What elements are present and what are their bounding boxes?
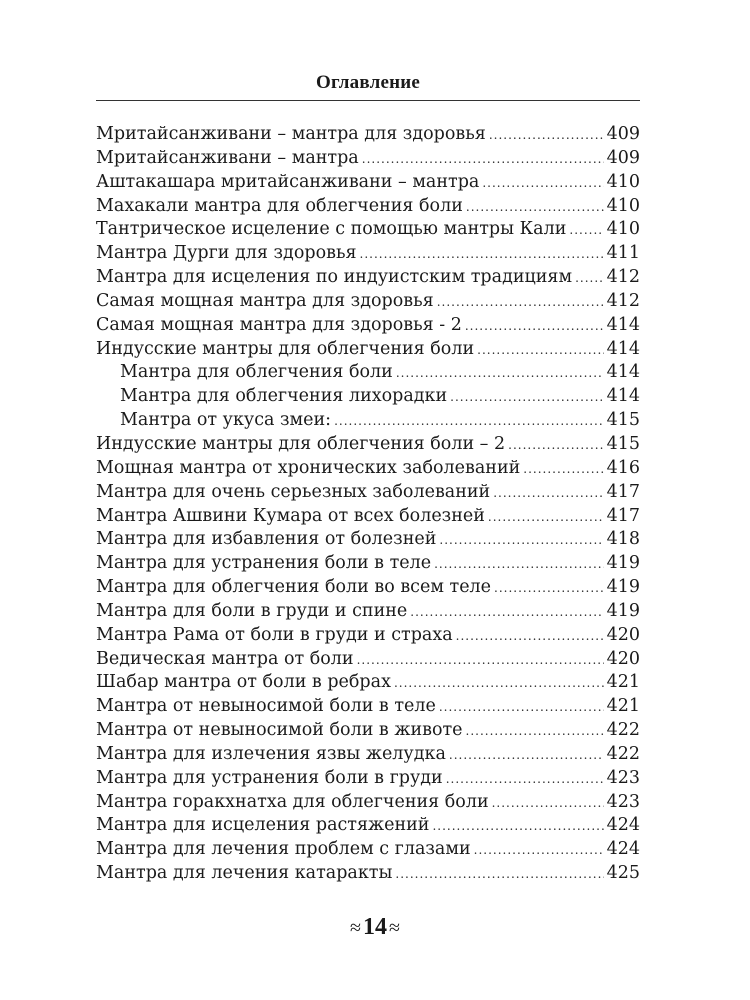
toc-entry xyxy=(96,195,640,219)
toc-entry-page: 415 xyxy=(606,433,640,454)
toc-dot-leader xyxy=(465,315,604,339)
toc-entry xyxy=(96,147,640,171)
toc-entry-page: 420 xyxy=(606,624,640,645)
toc-subentry xyxy=(96,361,640,385)
toc-entry-page: 410 xyxy=(606,171,640,192)
toc-dot-leader xyxy=(439,696,604,720)
toc-entry-title: Мантра от невыносимой боли в теле xyxy=(96,696,436,717)
toc-entry-page: 423 xyxy=(606,767,640,788)
toc-entry xyxy=(96,290,640,314)
toc-entry xyxy=(96,171,640,195)
toc-entry-title: Мантра Рама от боли в груди и страха xyxy=(96,624,453,645)
toc-dot-leader xyxy=(456,625,604,649)
toc-entry-page: 422 xyxy=(606,720,640,741)
toc-dot-leader xyxy=(432,815,603,839)
toc-dot-leader xyxy=(450,386,603,410)
toc-dot-leader xyxy=(508,434,603,458)
toc-entry xyxy=(96,719,640,743)
toc-entry-title: Мантра для устранения боли в теле xyxy=(96,553,432,574)
toc-entry-page: 420 xyxy=(606,648,640,669)
toc-entry-page: 423 xyxy=(606,791,640,812)
toc-entry xyxy=(96,624,640,648)
toc-dot-leader xyxy=(466,196,604,220)
toc-entry-title: Мантра для исцеления растяжений xyxy=(96,815,430,836)
toc-entry-title: Мантра для избавления от болезней xyxy=(96,529,437,550)
toc-entry xyxy=(96,433,640,457)
toc-entry xyxy=(96,338,640,362)
toc-dot-leader xyxy=(449,744,604,768)
toc-entry-page: 414 xyxy=(606,362,640,383)
toc-entry-title: Мантра для устранения боли в груди xyxy=(96,767,443,788)
toc-entry-page: 414 xyxy=(606,314,640,335)
toc-entry-title: Мантра для облегчения боли во всем теле xyxy=(96,577,492,598)
toc-entry-title: Мантра от невыносимой боли в животе xyxy=(96,720,463,741)
toc-entry xyxy=(96,791,640,815)
toc-dot-leader xyxy=(439,529,603,553)
toc-entry-title: Ведическая мантра от боли xyxy=(96,648,354,669)
toc-entry-title: Мантра Дурги для здоровья xyxy=(96,243,357,264)
toc-entry-page: 411 xyxy=(606,243,640,264)
toc-entry xyxy=(96,576,640,600)
toc-entry-page: 412 xyxy=(606,267,640,288)
header-divider xyxy=(96,100,640,101)
toc-dot-leader xyxy=(334,410,604,434)
toc-entry xyxy=(96,838,640,862)
toc-dot-leader xyxy=(360,243,604,267)
toc-entry-title: Индусские мантры для облегчения боли xyxy=(96,338,475,359)
toc-entry xyxy=(96,862,640,886)
toc-dot-leader xyxy=(446,768,604,792)
toc-dot-leader xyxy=(494,577,604,601)
toc-dot-leader xyxy=(357,649,604,673)
toc-subentry xyxy=(96,409,640,433)
toc-entry-page: 419 xyxy=(606,600,640,621)
page-folio xyxy=(0,914,750,941)
toc-entry xyxy=(96,218,640,242)
folio-right-ornament: ≈ xyxy=(389,917,400,939)
toc-subentry xyxy=(96,385,640,409)
page-number: 14 xyxy=(363,914,387,940)
toc-entry-title: Мантра для облегчения лихорадки xyxy=(120,386,448,407)
toc-entry xyxy=(96,505,640,529)
toc-entry-page: 422 xyxy=(606,743,640,764)
toc-entry-title: Мантра для исцеления по индуистским традициям xyxy=(96,267,573,288)
toc-entry-title: Мантра для лечения проблем с глазами xyxy=(96,839,471,860)
toc-entry-page: 412 xyxy=(606,290,640,311)
toc-entry xyxy=(96,266,640,290)
toc-entry-page: 414 xyxy=(606,338,640,359)
toc-entry-title: Мантра Ашвини Кумара от всех болезней xyxy=(96,505,485,526)
toc-entry-page: 410 xyxy=(606,219,640,240)
toc-entry-page: 419 xyxy=(606,577,640,598)
toc-entry-page: 417 xyxy=(606,505,640,526)
toc-dot-leader xyxy=(410,601,603,625)
toc-entry-page: 419 xyxy=(606,553,640,574)
toc-dot-leader xyxy=(394,672,604,696)
toc-entry xyxy=(96,814,640,838)
toc-entry-title: Индусские мантры для облегчения боли – 2 xyxy=(96,433,506,454)
toc-entry-page: 409 xyxy=(606,147,640,168)
toc-entry xyxy=(96,528,640,552)
toc-entry-page: 424 xyxy=(606,815,640,836)
toc-dot-leader xyxy=(434,553,603,577)
toc-entry-title: Махакали мантра для облегчения боли xyxy=(96,195,463,216)
toc-entry-title: Мощная мантра от хронических заболеваний xyxy=(96,457,521,478)
folio-left-ornament: ≈ xyxy=(350,917,361,939)
toc-entry-page: 421 xyxy=(606,672,640,693)
toc-entry-page: 418 xyxy=(606,529,640,550)
toc-entry xyxy=(96,695,640,719)
toc-dot-leader xyxy=(396,362,604,386)
toc-entry-title: Мритайсанживани – мантра xyxy=(96,147,359,168)
toc-dot-leader xyxy=(569,219,603,243)
page-header-title: Оглавление xyxy=(315,72,421,93)
toc-entry xyxy=(96,242,640,266)
toc-entry-title: Шабар мантра от боли в ребрах xyxy=(96,672,391,693)
toc-dot-leader xyxy=(466,720,604,744)
toc-entry xyxy=(96,600,640,624)
toc-entry-page: 425 xyxy=(606,863,640,884)
toc-dot-leader xyxy=(482,172,603,196)
toc-entry-title: Мантра для облегчения боли xyxy=(120,362,393,383)
toc-entry-page: 415 xyxy=(606,410,640,431)
toc-entry-title: Мритайсанживани – мантра для здоровья xyxy=(96,124,486,144)
toc-entry-page: 424 xyxy=(606,839,640,860)
toc-entry-title: Мантра для боли в груди и спине xyxy=(96,600,408,621)
toc-entry-title: Мантра для лечения катаракты xyxy=(96,863,393,884)
toc-dot-leader xyxy=(395,863,603,887)
toc-dot-leader xyxy=(437,291,604,315)
toc-entry-title: Мантра для излечения язвы желудка xyxy=(96,743,446,764)
toc-dot-leader xyxy=(477,339,603,363)
toc-entry xyxy=(96,743,640,767)
toc-entry xyxy=(96,314,640,338)
toc-entry-title: Аштакашара мритайсанживани – мантра xyxy=(96,171,480,192)
toc-dot-leader xyxy=(493,482,603,506)
toc-entry-title: Самая мощная мантра для здоровья - 2 xyxy=(96,314,462,335)
toc-dot-leader xyxy=(362,148,604,172)
toc-entry-title: Самая мощная мантра для здоровья xyxy=(96,290,434,311)
toc-dot-leader xyxy=(575,267,604,291)
toc-dot-leader xyxy=(474,839,604,863)
toc-entry-title: Мантра от укуса змеи: xyxy=(120,410,332,431)
toc-entry-title: Мантра для очень серьезных заболеваний xyxy=(96,481,491,502)
toc-entry-page: 410 xyxy=(606,195,640,216)
toc-entry xyxy=(96,552,640,576)
toc-entry-page: 421 xyxy=(606,696,640,717)
toc-dot-leader xyxy=(488,506,604,530)
toc-dot-leader xyxy=(523,458,603,482)
toc-entry xyxy=(96,671,640,695)
toc-entry xyxy=(96,457,640,481)
toc-entry xyxy=(96,648,640,672)
toc-entry-page: 409 xyxy=(606,124,640,144)
toc-entry-page: 416 xyxy=(606,457,640,478)
toc-entry-title: Мантра горакхнатха для облегчения боли xyxy=(96,791,489,812)
toc-entry xyxy=(96,767,640,791)
toc-entry-page: 414 xyxy=(606,386,640,407)
toc-entry xyxy=(96,481,640,505)
toc-entry-page: 417 xyxy=(606,481,640,502)
toc-entry xyxy=(96,123,640,147)
table-of-contents xyxy=(96,123,640,886)
toc-dot-leader xyxy=(492,792,604,816)
toc-entry-title: Тантрическое исцеление с помощью мантры Кали xyxy=(96,219,567,240)
toc-dot-leader xyxy=(489,124,604,148)
